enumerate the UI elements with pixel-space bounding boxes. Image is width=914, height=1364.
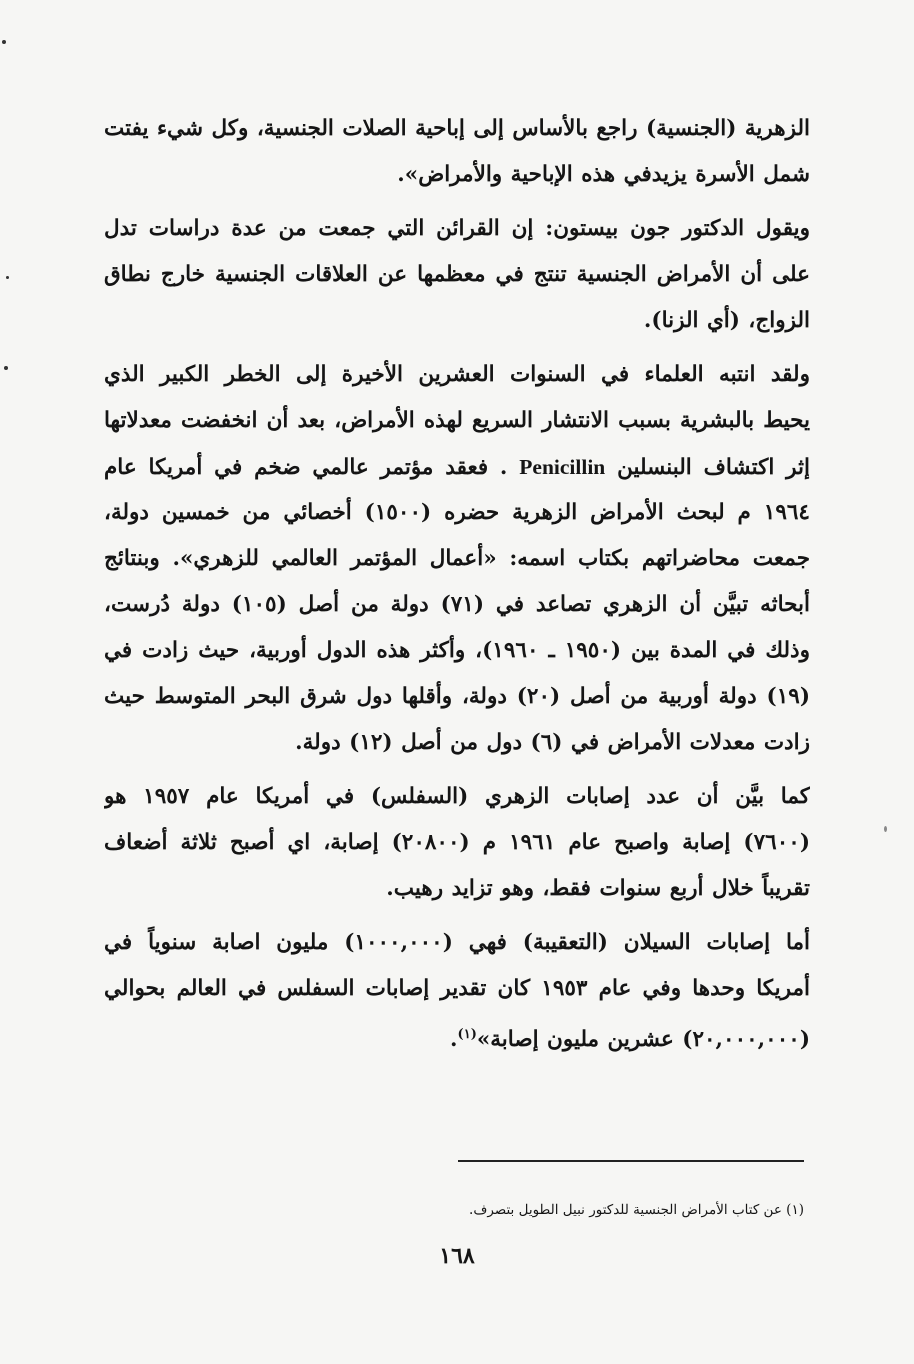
paragraph xyxy=(104,920,810,1058)
text-line: جمعت محاضراتهم بكتاب اسمه: «أعمال المؤتمر العالمي للزهري». وبنتائج xyxy=(104,546,810,571)
scan-speck xyxy=(2,40,6,44)
scan-speck xyxy=(884,826,887,832)
text-line: شمل الأسرة يزيدفي هذه الإباحية والأمراض». xyxy=(397,162,810,187)
text-segment: (٢٠,٠٠٠,٠٠٠) عشرين مليون إصابة» xyxy=(476,1027,810,1053)
paragraph xyxy=(104,774,810,912)
text-line xyxy=(104,1012,810,1058)
text-line: الزواج، (أي الزنا). xyxy=(643,308,810,333)
text-line: أمريكا وحدها وفي عام ١٩٥٣ كان تقدير إصابات السفلس في العالم بحوالي xyxy=(104,976,810,1001)
footnote-marker: (١) xyxy=(457,1027,477,1042)
text-line: تقريباً خلال أربع سنوات فقط، وهو تزايد رهيب. xyxy=(386,876,810,901)
text-segment: م لبحث الأمراض الزهرية حضره (١٥٠٠) أخصائي من خمسين دولة، xyxy=(104,500,751,525)
text-line xyxy=(104,490,810,536)
text-line: ويقول الدكتور جون بيستون: إن القرائن التي جمعت من عدة دراسات تدل xyxy=(104,216,810,241)
text-segment: إثر اكتشاف البنسلين xyxy=(617,455,810,480)
body-text xyxy=(104,106,810,1058)
text-line: ولقد انتبه العلماء في السنوات العشرين الأخيرة إلى الخطر الكبير الذي xyxy=(104,362,810,387)
text-segment: . xyxy=(450,1027,458,1053)
text-line: أبحاثه تبيَّن أن الزهري تصاعد في (٧١) دولة من أصل (١٠٥) دولة دُرست، xyxy=(104,592,810,617)
text-line: يحيط بالبشرية بسبب الانتشار السريع لهذه الأمراض، بعد أن انخفضت معدلاتها xyxy=(104,408,810,433)
paragraph xyxy=(104,206,810,344)
paragraph xyxy=(104,352,810,766)
year-number: ١٩٦٤ xyxy=(763,500,810,525)
text-line: كما بيَّن أن عدد إصابات الزهري (السفلس) في أمريكا عام ١٩٥٧ هو xyxy=(104,784,810,809)
text-line: على أن الأمراض الجنسية تنتج في معظمها عن العلاقات الجنسية خارج نطاق xyxy=(104,262,810,287)
text-line xyxy=(104,444,810,490)
text-line: (١٩) دولة أوربية من أصل (٢٠) دولة، وأقلها دول شرق البحر المتوسط حيث xyxy=(104,684,810,709)
text-segment: . فعقد مؤتمر عالمي ضخم في أمريكا عام xyxy=(104,455,508,480)
scan-speck xyxy=(4,366,8,370)
footnote-divider xyxy=(458,1160,804,1162)
text-line: وذلك في المدة بين (١٩٥٠ ـ ١٩٦٠)، وأكثر هذه الدول أوربية، حيث زادت في xyxy=(104,638,810,663)
text-line: الزهرية (الجنسية) راجع بالأساس إلى إباحية الصلات الجنسية، وكل شيء يفتت xyxy=(104,116,810,141)
footnote: (١) عن كتاب الأمراض الجنسية للدكتور نبيل الطويل بتصرف. xyxy=(469,1202,804,1218)
scan-speck xyxy=(6,276,9,279)
page-number: ١٦٨ xyxy=(439,1243,475,1269)
text-line: زادت معدلات الأمراض في (٦) دول من أصل (١٢) دولة. xyxy=(295,730,810,755)
text-line: أما إصابات السيلان (التعقيبة) فهي (١٠٠٠,٠٠٠) مليون اصابة سنوياً في xyxy=(104,930,810,955)
latin-term: Penicillin xyxy=(519,455,606,479)
text-line: (٧٦٠٠) إصابة واصبح عام ١٩٦١ م (٢٠٨٠٠) إصابة، اي أصبح ثلاثة أضعاف xyxy=(104,830,810,855)
paragraph xyxy=(104,106,810,198)
